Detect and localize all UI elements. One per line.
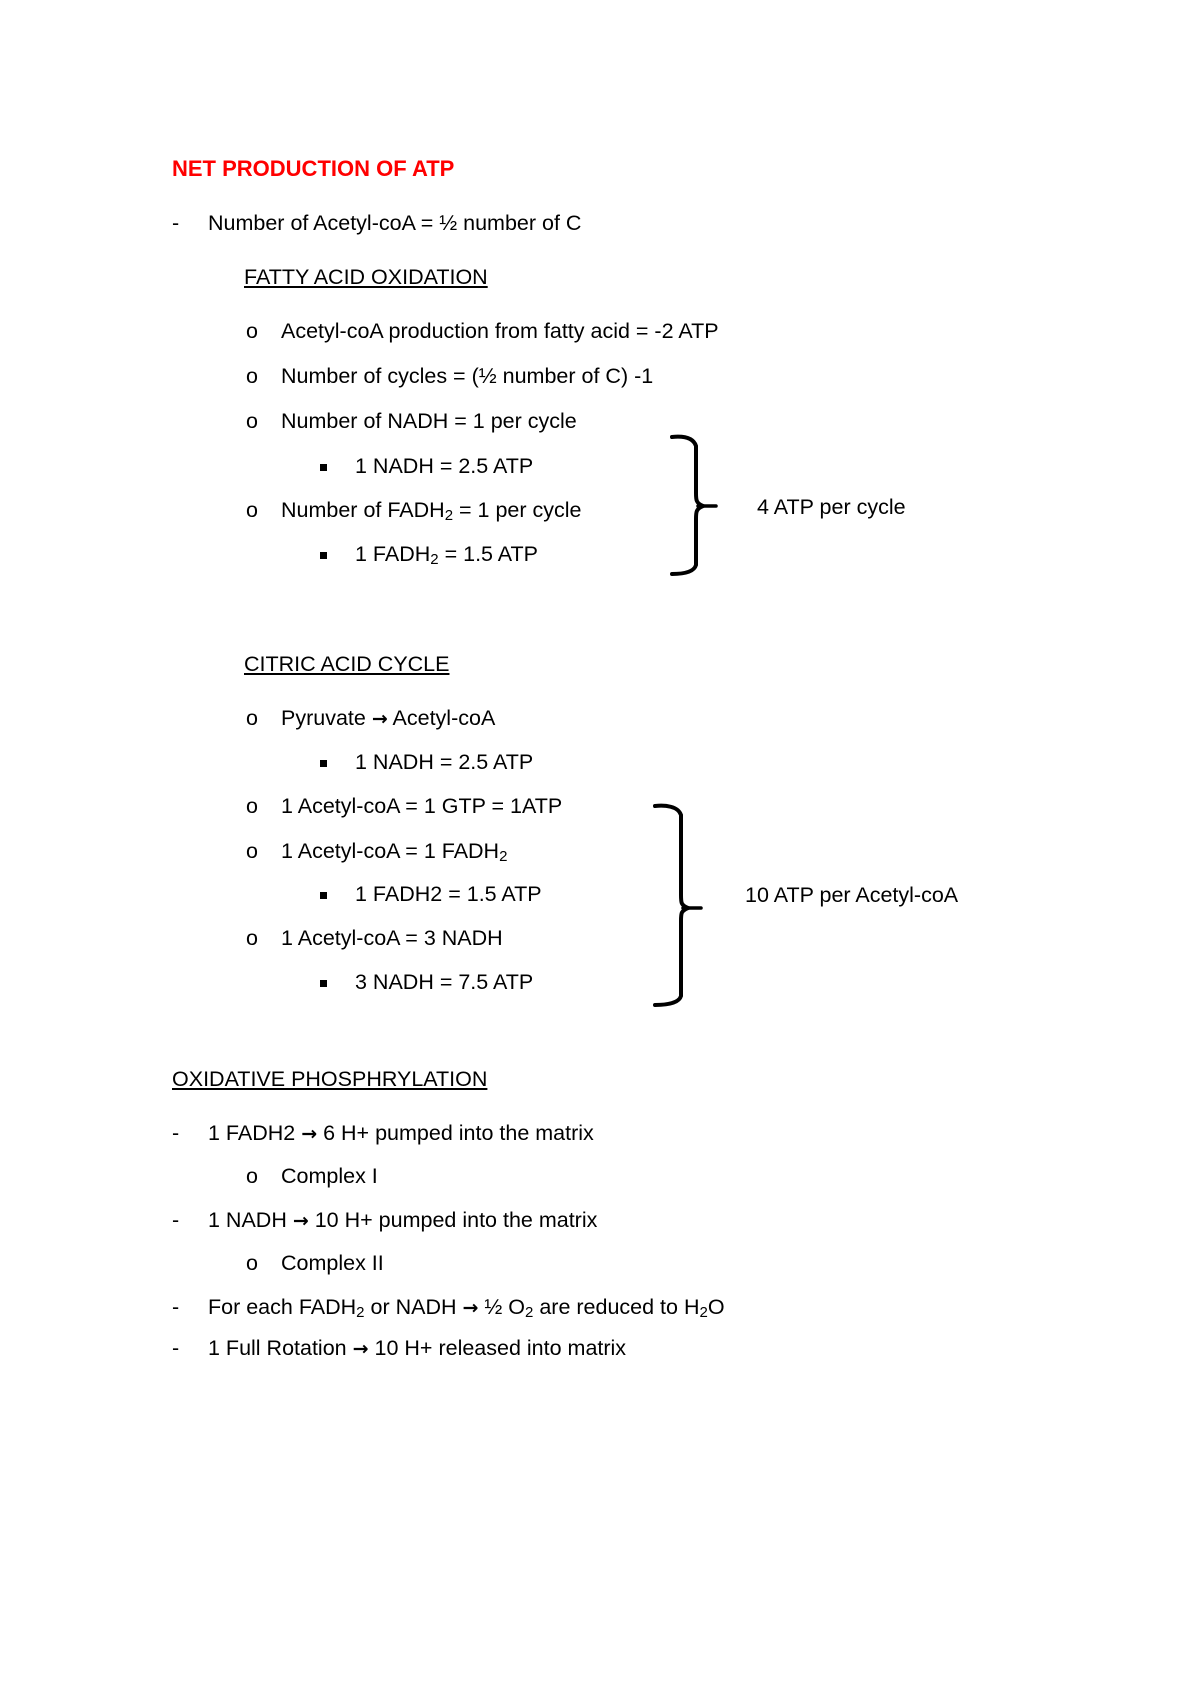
- circle-bullet: o: [246, 839, 258, 863]
- right-arrow-icon: →: [352, 1338, 369, 1360]
- citric-line-3: 1 Acetyl-coA = 1 GTP = 1ATP: [281, 794, 563, 818]
- citric-line-5: 1 FADH2 = 1.5 ATP: [355, 882, 542, 906]
- citric-line-4: 1 Acetyl-coA = 1 $FADH_2$: [281, 839, 508, 865]
- right-arrow-icon: →: [301, 1123, 318, 1145]
- dash-bullet: -: [172, 1336, 180, 1360]
- square-bullet: [320, 892, 327, 899]
- citric-brace-label: 10 ATP per Acetyl-coA: [745, 883, 959, 907]
- curly-brace-citric: [645, 797, 705, 1012]
- citric-heading: CITRIC ACID CYCLE: [244, 652, 450, 676]
- citric-line-1: Pyruvate → Acetyl-coA: [281, 706, 496, 730]
- square-bullet: [320, 760, 327, 767]
- dash-bullet: -: [172, 1295, 180, 1319]
- fa-line-6: 1 $FADH_2 = 1.5$ ATP: [355, 542, 539, 568]
- circle-bullet: o: [246, 364, 258, 388]
- oxphos-line-2: Complex I: [281, 1164, 378, 1188]
- square-bullet: [320, 464, 327, 471]
- fa-line-3: Number of NADH = 1 per cycle: [281, 409, 577, 433]
- oxphos-line-1: 1 FADH2 → 6 H+ pumped into the matrix: [208, 1121, 594, 1145]
- fatty-acid-heading: FATTY ACID OXIDATION: [244, 265, 488, 289]
- oxphos-heading: OXIDATIVE PHOSPHRYLATION: [172, 1067, 488, 1091]
- oxphos-line-3: 1 NADH → 10 H+ pumped into the matrix: [208, 1208, 598, 1232]
- fa-line-4: 1 NADH = 2.5 ATP: [355, 454, 534, 478]
- oxphos-line-5: For each $FADH_2$ or NADH → ½ $O_2$ are reduced to $H_2O$: [208, 1295, 725, 1321]
- circle-bullet: o: [246, 1164, 258, 1188]
- circle-bullet: o: [246, 498, 258, 522]
- right-arrow-icon: →: [292, 1210, 309, 1232]
- circle-bullet: o: [246, 926, 258, 950]
- fa-line-5: Number of $FADH_2 = 1$ per cycle: [281, 498, 582, 524]
- oxphos-line-6: 1 Full Rotation → 10 H+ released into matrix: [208, 1336, 627, 1360]
- circle-bullet: o: [246, 1251, 258, 1275]
- citric-line-6: 1 Acetyl-coA = 3 NADH: [281, 926, 503, 950]
- dash-bullet: -: [172, 211, 180, 235]
- citric-line-7: 3 NADH = 7.5 ATP: [355, 970, 534, 994]
- intro-line: Number of Acetyl-coA = ½ number of C: [208, 211, 582, 235]
- fa-line-2: Number of cycles = (½ number of C) -1: [281, 364, 654, 388]
- circle-bullet: o: [246, 409, 258, 433]
- fa-line-1: Acetyl-coA production from fatty acid = -2 ATP: [281, 319, 719, 343]
- dash-bullet: -: [172, 1208, 180, 1232]
- circle-bullet: o: [246, 319, 258, 343]
- fa-brace-label: 4 ATP per cycle: [757, 495, 906, 519]
- square-bullet: [320, 980, 327, 987]
- dash-bullet: -: [172, 1121, 180, 1145]
- square-bullet: [320, 552, 327, 559]
- circle-bullet: o: [246, 794, 258, 818]
- circle-bullet: o: [246, 706, 258, 730]
- right-arrow-icon: →: [371, 708, 388, 730]
- citric-line-2: 1 NADH = 2.5 ATP: [355, 750, 534, 774]
- oxphos-line-4: Complex II: [281, 1251, 384, 1275]
- curly-brace-fatty-acid: [660, 430, 720, 580]
- right-arrow-icon: →: [462, 1297, 479, 1319]
- page-title: NET PRODUCTION OF ATP: [172, 156, 455, 181]
